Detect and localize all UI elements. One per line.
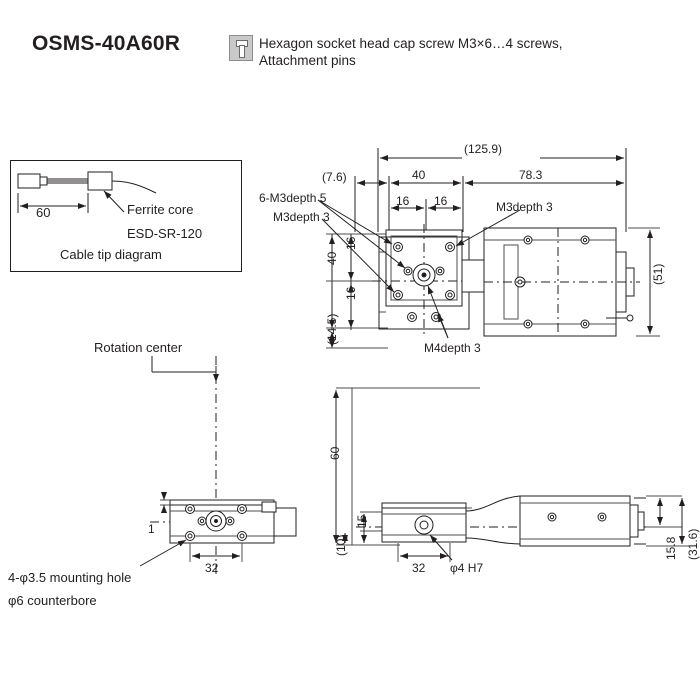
callout-6-m3depth5: 6-M3depth 5 [259,191,327,205]
dim-32-left: 32 [205,561,219,575]
screw-note [259,35,679,69]
dim-1: 1 [148,522,155,536]
dim-15: 15 [355,514,369,528]
dim-78-3: 78.3 [519,168,543,182]
dim-phi4-h7: φ4 H7 [450,561,484,575]
callout-m4depth3: M4depth 3 [424,341,481,355]
cable-tip-caption: Cable tip diagram [60,247,162,262]
dim-total-125-9: (125.9) [464,142,503,156]
dim-7-6: (7.6) [322,170,347,184]
dim-16-upper: 16 [344,236,358,250]
dim-60-lower: 60 [328,446,342,460]
dim-15-8: 15.8 [664,536,678,560]
dim-40-top: 40 [412,168,426,182]
dim-height-40: 40 [325,251,339,265]
bolt-shaft-shape [239,45,245,58]
counterbore-note: φ6 counterbore [8,593,97,608]
lower-left-end-view [140,356,296,575]
dim-32-right: 32 [412,561,426,575]
dim-31-6: (31.6) [686,528,700,560]
dim-16-lower: 16 [344,286,358,300]
lower-right-side-view [336,388,694,562]
dim-16-left: 16 [396,194,410,208]
cable-dim-60: 60 [36,205,51,220]
screw-note-line2: Attachment pins [259,53,356,68]
top-view-assembly [318,148,660,348]
mounting-hole-note: 4-φ3.5 mounting hole [8,570,132,585]
ferrite-core-label: Ferrite core [127,202,194,217]
page-title: OSMS-40A60R [32,32,181,55]
dim-14-5: (14.5) [325,313,339,345]
dim-10: (10) [334,534,348,556]
dim-16-right: 16 [434,194,448,208]
cable-box-left-edge [10,160,11,272]
callout-m3depth3-left: M3depth 3 [273,210,330,224]
bolt-icon [229,35,253,61]
screw-note-line1: Hexagon socket head cap screw M3×6…4 screws, [259,36,563,51]
ferrite-part-number: ESD-SR-120 [127,226,203,241]
rotation-center-label: Rotation center [94,340,183,355]
callout-m3depth3-right: M3depth 3 [496,200,553,214]
dim-51: (51) [651,263,665,285]
